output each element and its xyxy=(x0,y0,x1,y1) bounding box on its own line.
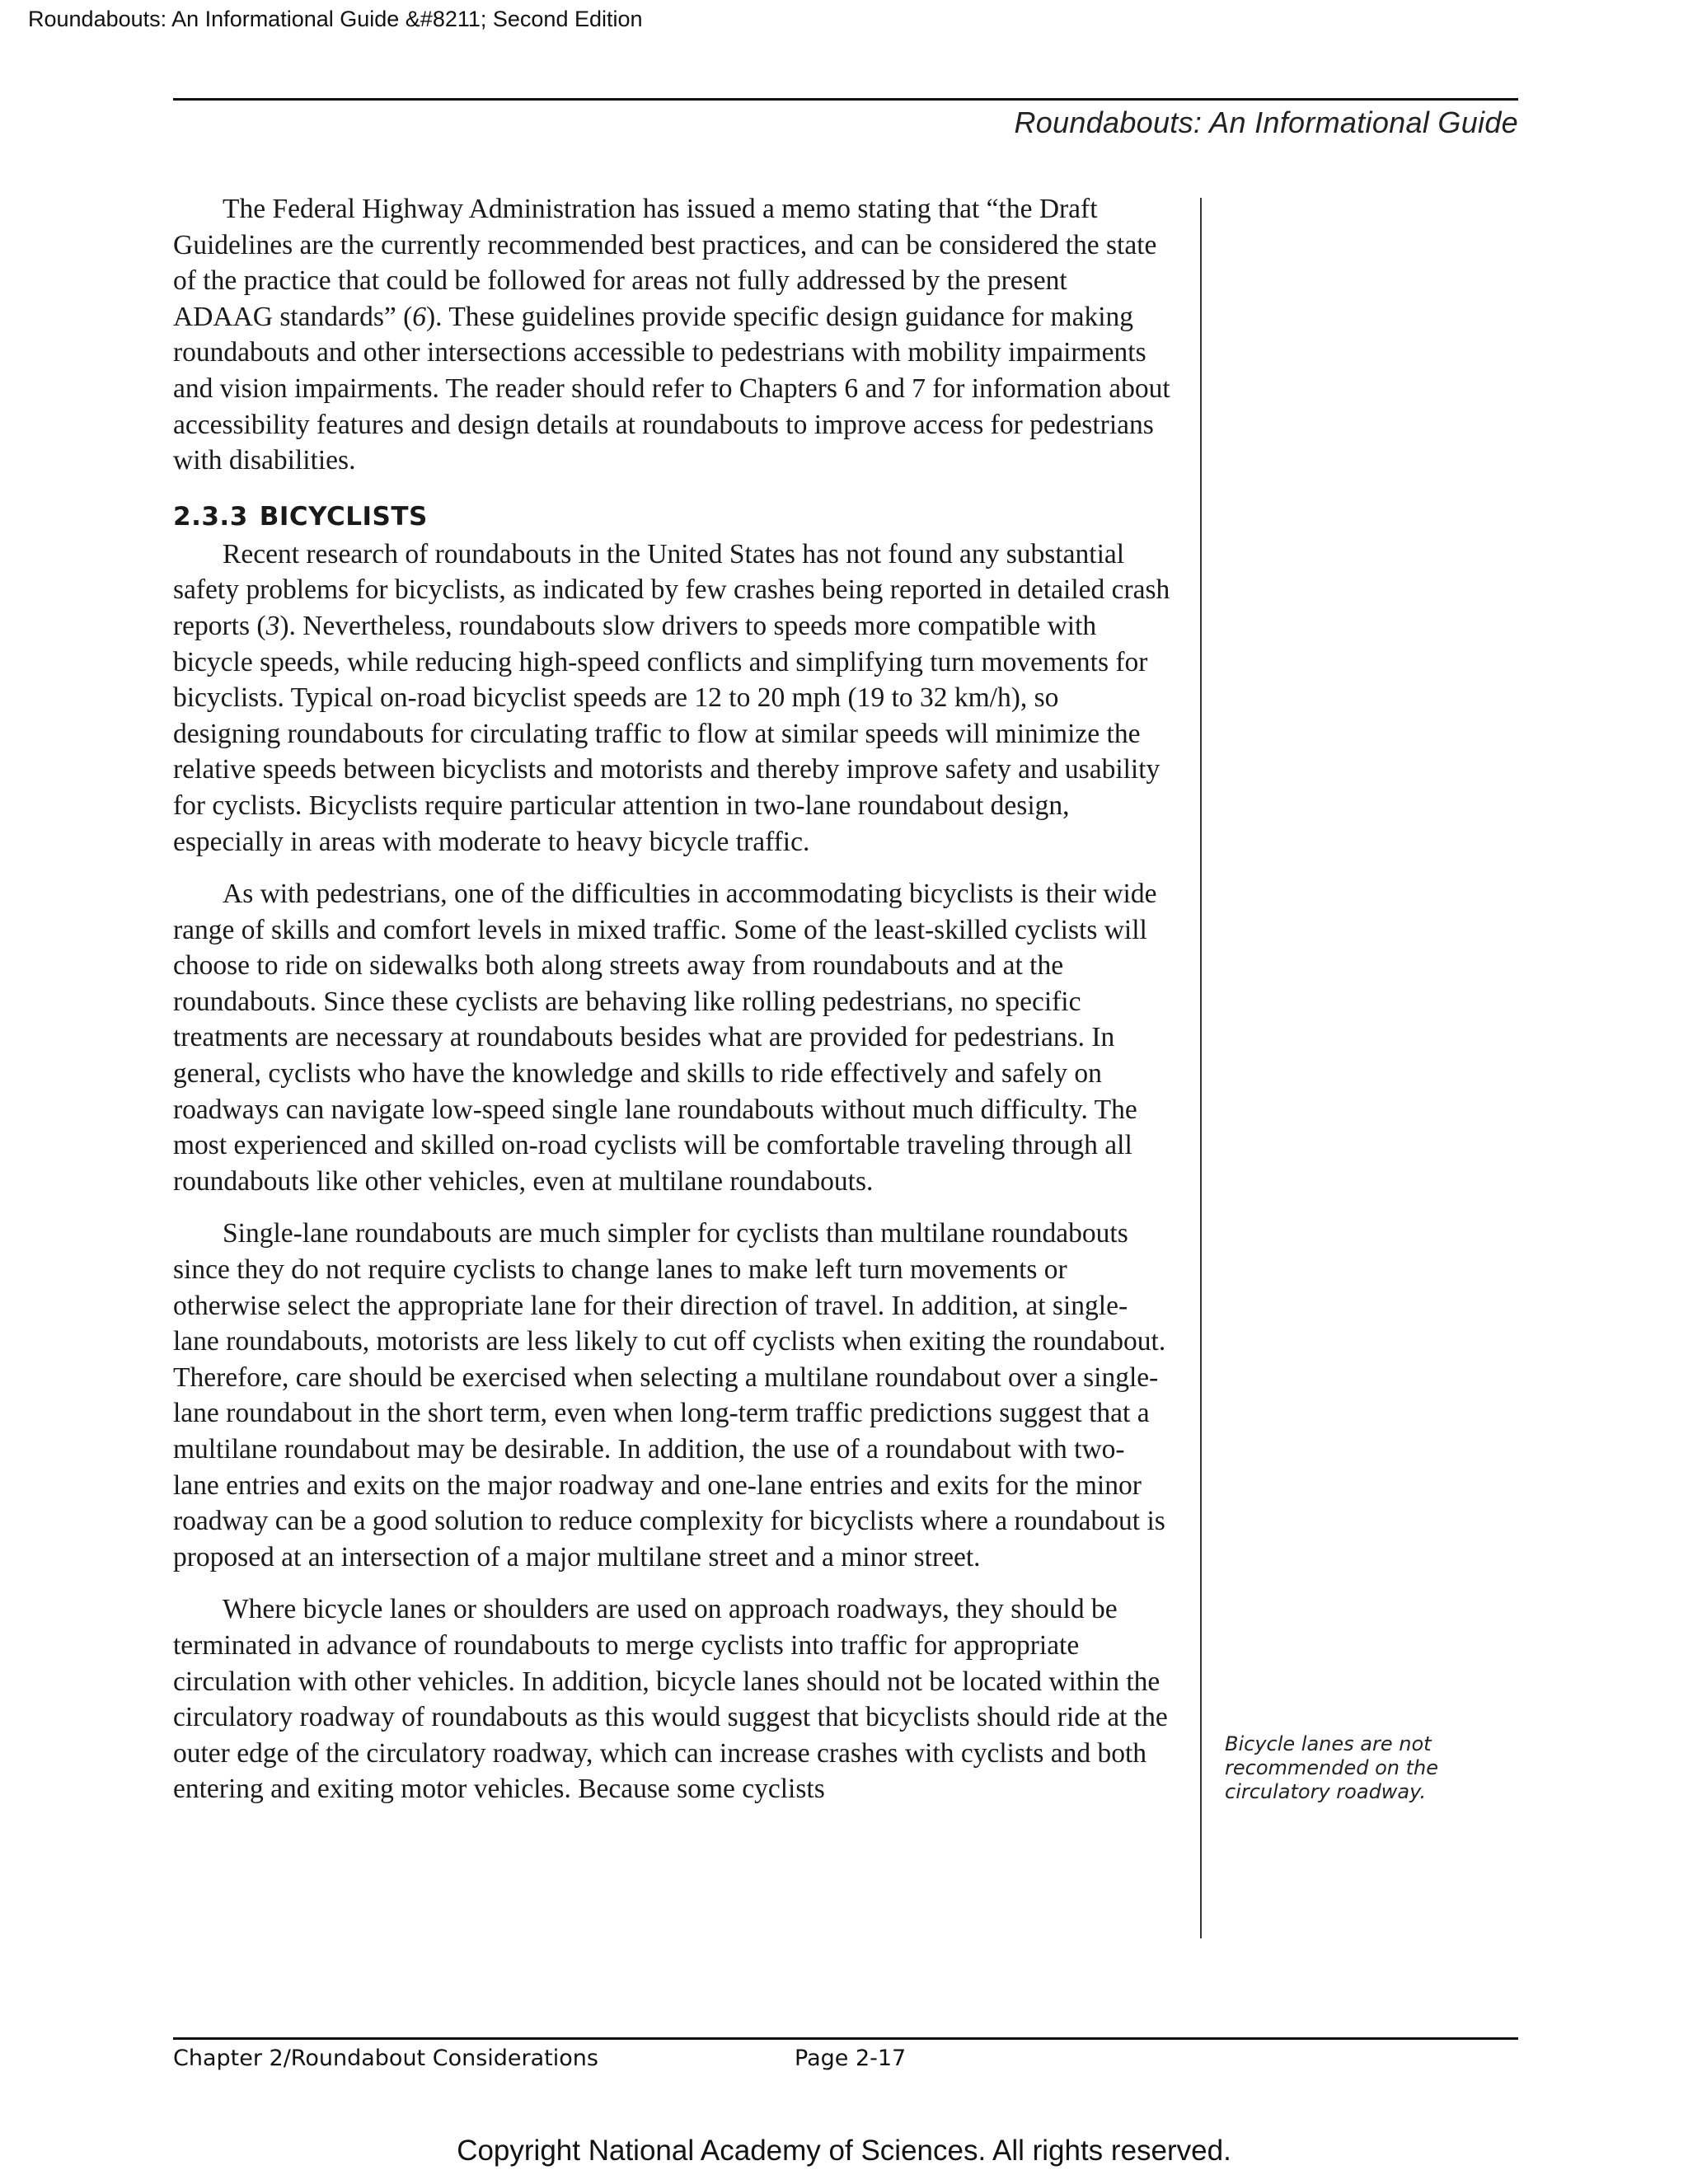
paragraph-fhwa-memo: The Federal Highway Administration has issued a memo stating that “the Draft Guidelines are the currently recommended best practices, and can be considered the state of the practice that could be followed for areas not fully addressed by the present ADAAG standards” (6). These guidelines provide specific design guidance for making roundabouts and other intersections accessible to pedestrians with mobility impairments and vision impairments. The reader should refer to Chapters 6 and 7 for information about accessibility features and design details at roundabouts to improve access for pedestrians with disabilities. xyxy=(173,194,1170,476)
paragraph-single-lane: Single-lane roundabouts are much simpler for cyclists than multilane roundabouts since they do not require cyclists to change lanes to make left turn movements or otherwise select the appropriate lane for their direction of travel. In addition, at single-lane roundabouts, motorists are less likely to cut off cyclists when exiting the roundabout. Therefore, care should be exercised when selecting a multilane roundabout over a single-lane roundabout in the short term, even when long-term traffic predictions suggest that a multilane roundabout may be desirable. In addition, the use of a roundabout with two-lane entries and exits on the major roadway and one-lane entries and exits for the minor roadway can be a good solution to reduce complexity for bicyclists where a roundabout is proposed at an intersection of a major multilane street and a minor street. xyxy=(173,1218,1166,1572)
header-rule xyxy=(173,98,1518,101)
citation-ref: 3 xyxy=(265,610,280,641)
document-header: Roundabouts: An Informational Guide &#8211; Second Edition xyxy=(28,7,643,31)
citation-ref: 6 xyxy=(412,301,427,332)
footer-chapter: Chapter 2/Roundabout Considerations xyxy=(173,2046,598,2071)
margin-note: Bicycle lanes are not recommended on the circulatory roadway. xyxy=(1225,1732,1439,1803)
paragraph-research: Recent research of roundabouts in the United States has not found any substantial safety problems for bicyclists, as indicated by few crashes being reported in detailed crash reports (3). Nevertheless, roundabouts slow drivers to speeds more compatible with bicycle speeds, while reducing high-speed conflicts and simplifying turn movements for bicyclists. Typical on-road bicyclist speeds are 12 to 20 mph (19 to 32 km/h), so designing roundabouts for circulating traffic to flow at similar speeds will minimize the relative speeds between bicyclists and motorists and thereby improve safety and usability for cyclists. Bicyclists require particular attention in two-lane roundabout design, especially in areas with moderate to heavy bicycle traffic. xyxy=(173,538,1170,857)
section-heading xyxy=(173,502,1170,532)
section-title: BICYCLISTS xyxy=(259,501,428,532)
column-divider xyxy=(1200,198,1202,1938)
running-head: Roundabouts: An Informational Guide xyxy=(1014,105,1518,139)
paragraph-skills: As with pedestrians, one of the difficulties in accommodating bicyclists is their wide range of skills and comfort levels in mixed traffic. Some of the least-skilled cyclists will choose to ride on sidewalks both along streets away from roundabouts and at the roundabouts. Since these cyclists are behaving like rolling pedestrians, no specific treatments are necessary at roundabouts besides what are provided for pedestrians. In general, cyclists who have the knowledge and skills to ride effectively and safely on roadways can navigate low-speed single lane roundabouts without much difficulty. The most experienced and skilled on-road cyclists will be comfortable traveling through all roundabouts like other vehicles, even at multilane roundabouts. xyxy=(173,879,1157,1197)
copyright-notice: Copyright National Academy of Sciences. All rights reserved. xyxy=(457,2135,1231,2167)
footer-page-number: Page 2-17 xyxy=(795,2046,907,2071)
body-column xyxy=(173,191,1170,1824)
section-number: 2.3.3 xyxy=(173,501,248,532)
paragraph-bicycle-lanes: Where bicycle lanes or shoulders are used on approach roadways, they should be terminated in advance of roundabouts to merge cyclists into traffic for appropriate circulation with other vehicles. In addition, bicycle lanes should not be located within the circulatory roadway of roundabouts as this would suggest that bicyclists should ride at the outer edge of the circulatory roadway, which can increase crashes with cyclists and both entering and exiting motor vehicles. Because some cyclists xyxy=(173,1594,1168,1805)
footer-rule xyxy=(173,2037,1518,2040)
